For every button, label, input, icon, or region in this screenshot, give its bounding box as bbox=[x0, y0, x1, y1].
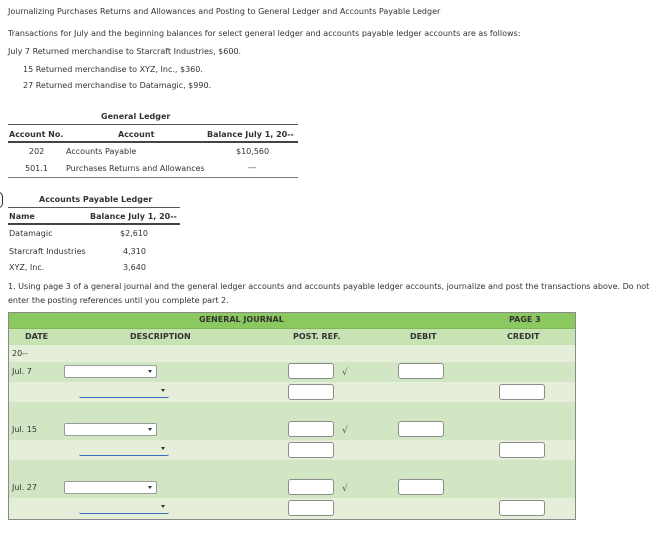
credit-input[interactable] bbox=[499, 500, 545, 516]
ap-header-name: Name bbox=[9, 212, 35, 221]
divider bbox=[8, 207, 180, 208]
ap-balance: 3,640 bbox=[123, 263, 146, 272]
journal-row bbox=[9, 420, 575, 440]
year-label: 20-- bbox=[12, 349, 28, 358]
journal-column-headers bbox=[9, 328, 575, 345]
instruction-line: 1. Using page 3 of a general journal and the general ledger accounts and accounts payable ledger accounts, journalize and post the transactions above. Do not bbox=[8, 282, 650, 291]
journal-title: GENERAL JOURNAL bbox=[199, 315, 284, 324]
post-ref-input[interactable] bbox=[288, 442, 334, 458]
account-select[interactable] bbox=[79, 385, 169, 398]
credit-input[interactable] bbox=[499, 442, 545, 458]
gl-header-account-no: Account No. bbox=[9, 130, 64, 139]
gl-account-name: Accounts Payable bbox=[66, 147, 137, 156]
journal-row bbox=[9, 460, 575, 478]
chevron-down-icon bbox=[161, 505, 165, 508]
chevron-down-icon bbox=[148, 428, 152, 431]
divider bbox=[8, 124, 298, 125]
edge-marker bbox=[0, 192, 3, 208]
gl-balance: $10,560 bbox=[236, 147, 270, 156]
post-ref-input[interactable] bbox=[288, 500, 334, 516]
chevron-down-icon bbox=[161, 389, 165, 392]
ap-balance: $2,610 bbox=[120, 229, 148, 238]
journal-page: PAGE 3 bbox=[509, 315, 541, 324]
post-ref-input[interactable] bbox=[288, 421, 334, 437]
account-select[interactable] bbox=[79, 443, 169, 456]
gl-account-no: 501.1 bbox=[25, 164, 48, 173]
journal-row bbox=[9, 440, 575, 460]
divider bbox=[8, 223, 180, 225]
general-ledger-title: General Ledger bbox=[101, 112, 171, 121]
post-ref-input[interactable] bbox=[288, 384, 334, 400]
account-select[interactable] bbox=[79, 501, 169, 514]
col-debit: DEBIT bbox=[410, 332, 437, 341]
intro-text: Transactions for July and the beginning balances for select general ledger and accounts payable ledger accounts are as follows: bbox=[8, 29, 521, 38]
ap-balance: 4,310 bbox=[123, 247, 146, 256]
journal-row bbox=[9, 402, 575, 420]
journal-row bbox=[9, 382, 575, 402]
transaction-line: July 7 Returned merchandise to Starcraft Industries, $600. bbox=[8, 47, 242, 56]
debit-input[interactable] bbox=[398, 363, 444, 379]
transaction-line: 27 Returned merchandise to Datamagic, $990. bbox=[23, 81, 212, 90]
account-select[interactable] bbox=[64, 423, 157, 436]
col-post-ref: POST. REF. bbox=[293, 332, 341, 341]
journal-title-bar bbox=[9, 313, 575, 328]
gl-account-no: 202 bbox=[29, 147, 45, 156]
chevron-down-icon bbox=[148, 370, 152, 373]
col-description: DESCRIPTION bbox=[130, 332, 191, 341]
gl-account-name: Purchases Returns and Allowances bbox=[66, 164, 205, 173]
check-icon: √ bbox=[342, 368, 348, 378]
ap-name: Starcraft Industries bbox=[9, 247, 86, 256]
col-credit: CREDIT bbox=[507, 332, 540, 341]
divider bbox=[8, 141, 298, 143]
col-date: DATE bbox=[25, 332, 49, 341]
account-select[interactable] bbox=[64, 365, 157, 378]
transaction-line: 15 Returned merchandise to XYZ, Inc., $360. bbox=[23, 65, 203, 74]
check-icon: √ bbox=[342, 426, 348, 436]
chevron-down-icon bbox=[148, 486, 152, 489]
journal-row bbox=[9, 498, 575, 519]
post-ref-input[interactable] bbox=[288, 363, 334, 379]
journal-row bbox=[9, 478, 575, 498]
page-title: Journalizing Purchases Returns and Allowances and Posting to General Ledger and Accounts Payable Ledger bbox=[8, 7, 441, 16]
debit-input[interactable] bbox=[398, 479, 444, 495]
gl-header-account: Account bbox=[118, 130, 155, 139]
credit-input[interactable] bbox=[499, 384, 545, 400]
check-icon: √ bbox=[342, 484, 348, 494]
entry-date: Jul. 15 bbox=[12, 425, 37, 434]
entry-date: Jul. 27 bbox=[12, 483, 37, 492]
ap-ledger-title: Accounts Payable Ledger bbox=[39, 195, 153, 204]
gl-balance: --- bbox=[248, 163, 257, 172]
ap-header-balance: Balance July 1, 20-- bbox=[90, 212, 177, 221]
debit-input[interactable] bbox=[398, 421, 444, 437]
gl-header-balance: Balance July 1, 20-- bbox=[207, 130, 294, 139]
divider bbox=[8, 177, 298, 178]
account-select[interactable] bbox=[64, 481, 157, 494]
entry-date: Jul. 7 bbox=[12, 367, 32, 376]
chevron-down-icon bbox=[161, 447, 165, 450]
instruction-line: enter the posting references until you complete part 2. bbox=[8, 296, 229, 305]
general-journal bbox=[8, 312, 576, 520]
ap-name: Datamagic bbox=[9, 229, 53, 238]
ap-name: XYZ, Inc. bbox=[9, 263, 45, 272]
post-ref-input[interactable] bbox=[288, 479, 334, 495]
journal-row bbox=[9, 362, 575, 382]
journal-row bbox=[9, 345, 575, 362]
